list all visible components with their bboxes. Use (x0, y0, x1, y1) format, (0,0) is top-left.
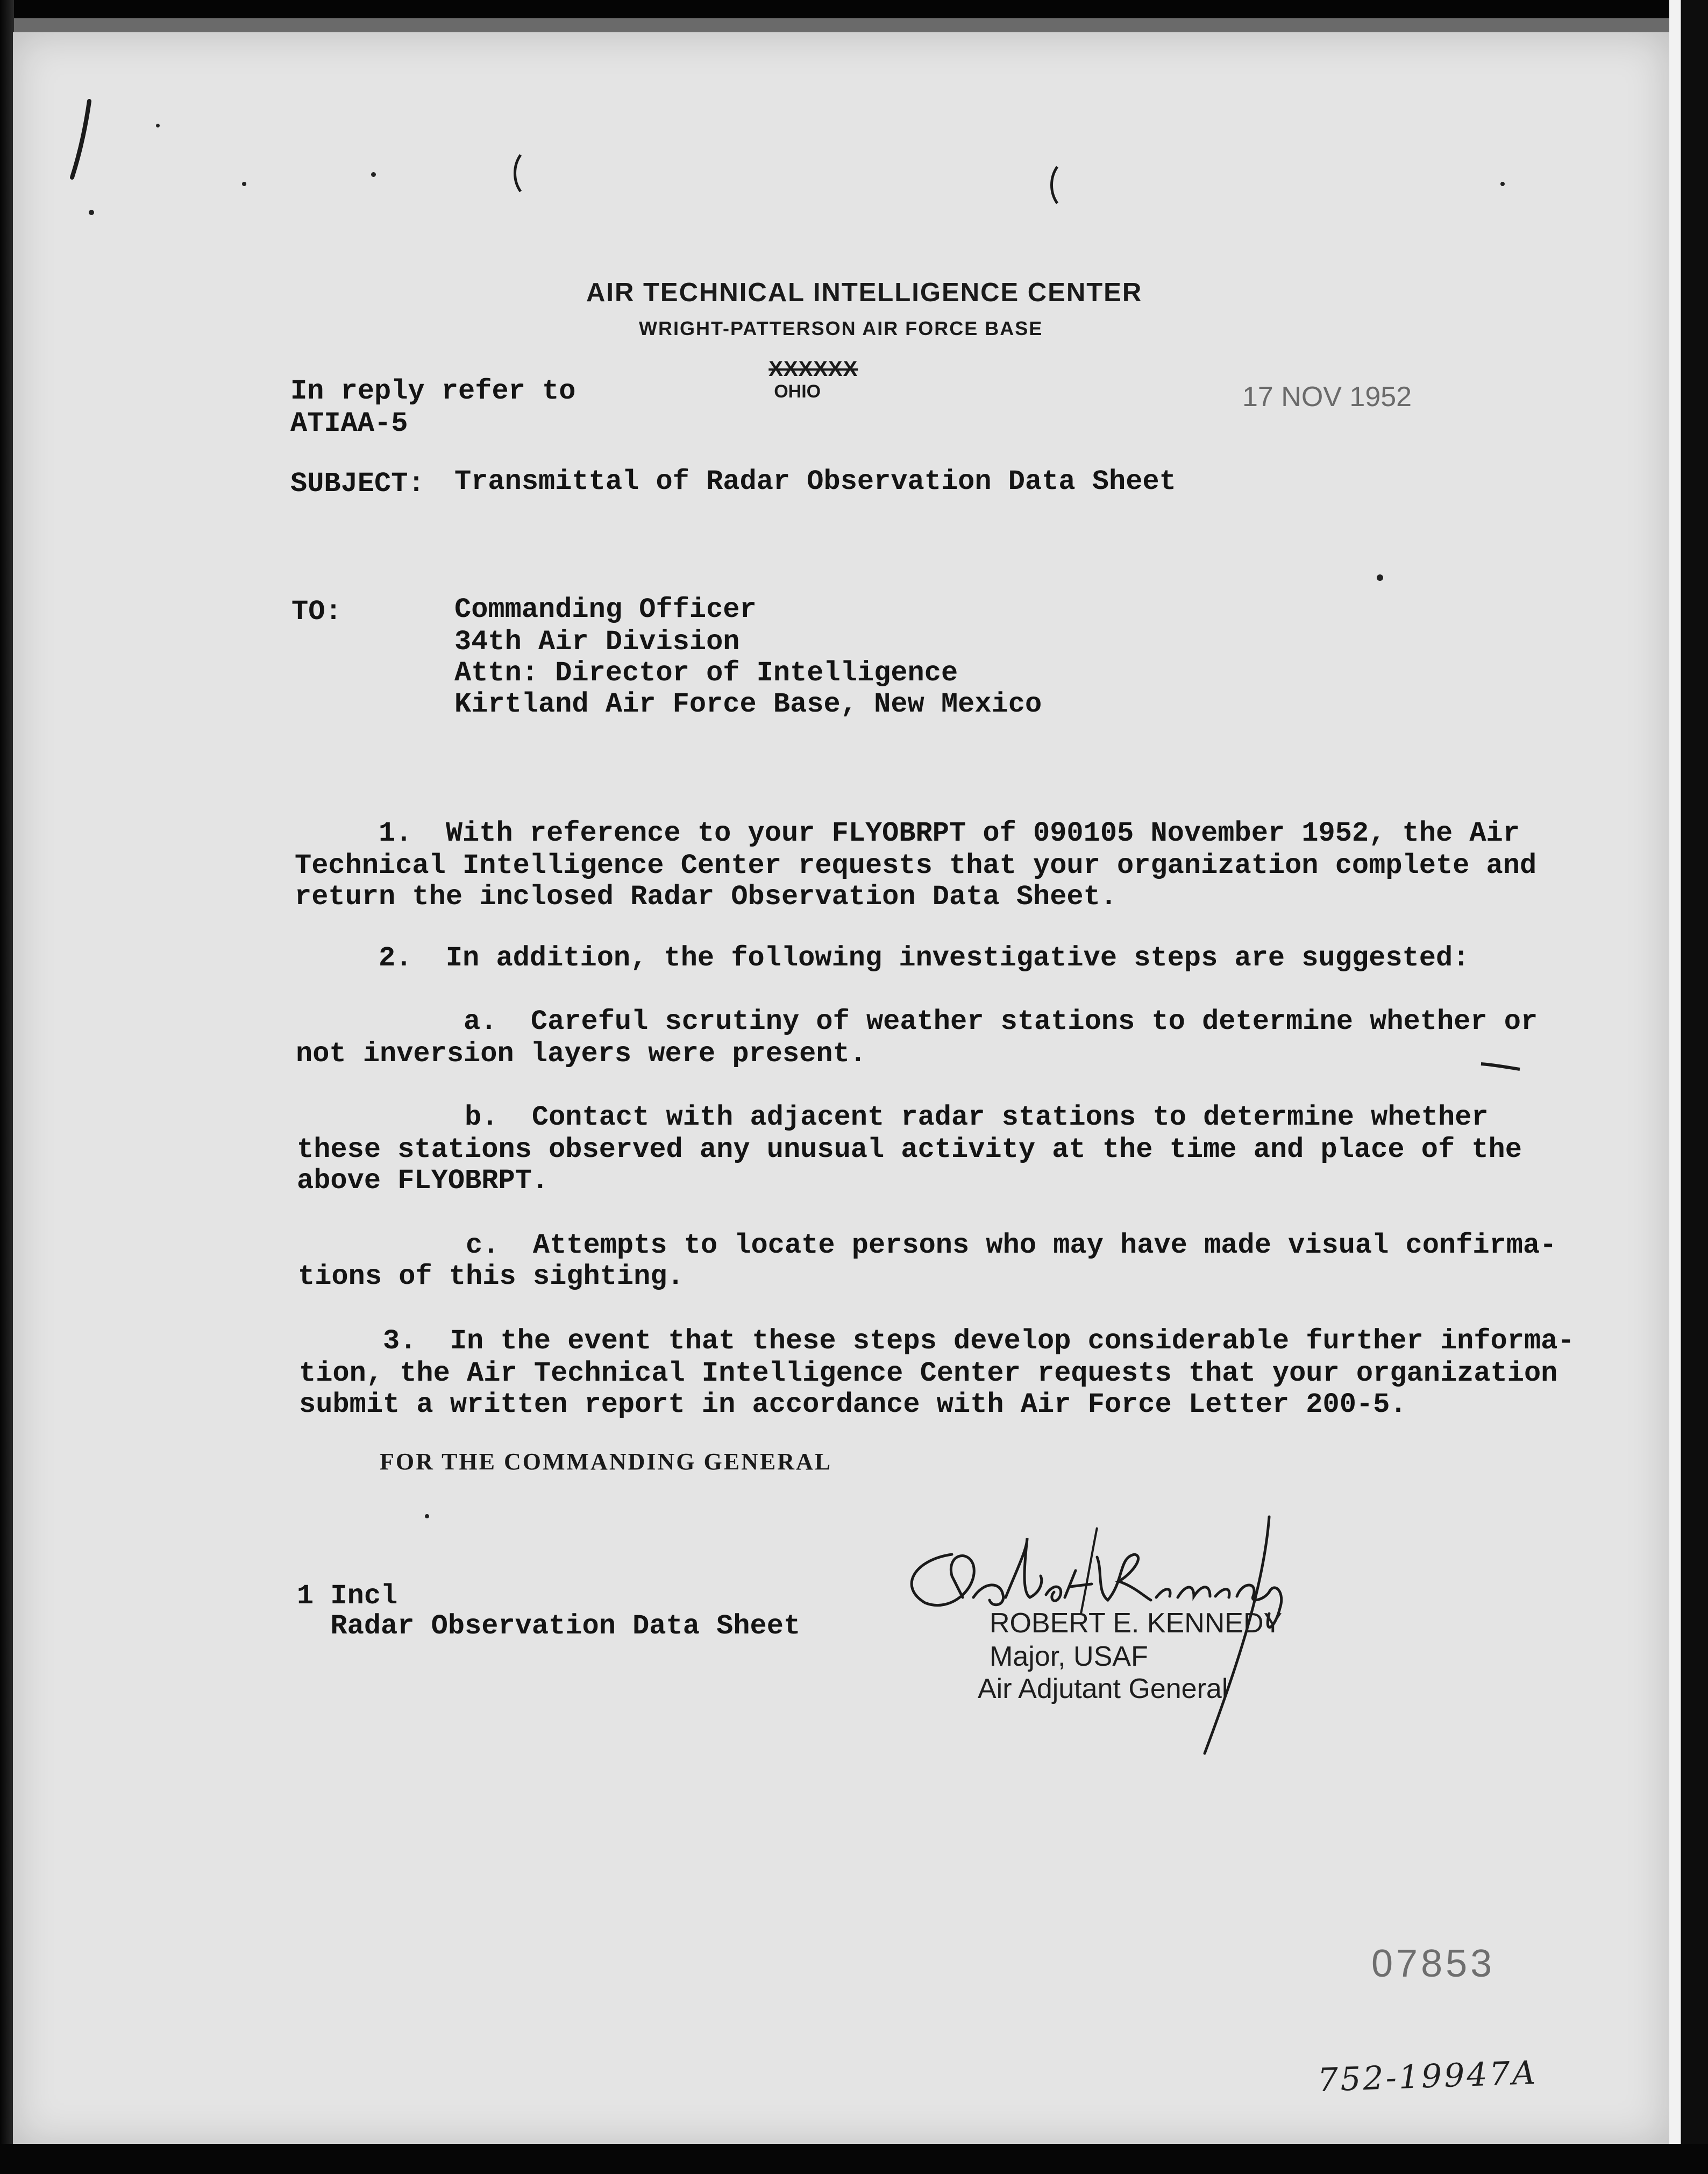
reply-symbol: ATIAA-5 (290, 408, 408, 439)
letterhead-state: OHIO (774, 381, 821, 402)
inclosure-title: Radar Observation Data Sheet (297, 1610, 801, 1642)
struck-city: XXXXXX (768, 357, 858, 381)
file-number: 07853 (1371, 1942, 1496, 1985)
scan-border-right (1669, 0, 1708, 2174)
paragraph-2-line: 2. In addition, the following investigative steps are suggested: (295, 942, 1470, 974)
letterhead-city (758, 347, 858, 402)
speck (371, 172, 376, 177)
item-a-line: a. Careful scrutiny of weather stations to determine whether or (296, 1006, 1538, 1038)
letterhead-base: WRIGHT-PATTERSON AIR FORCE BASE (639, 317, 1043, 339)
handwritten-reference: 752-19947A (1316, 2054, 1539, 2100)
item-b-line: above FLYOBRPT. (297, 1165, 549, 1197)
to-label: TO: (291, 596, 342, 628)
date-stamp: 17 NOV 1952 (1242, 381, 1412, 413)
speck (1377, 574, 1383, 581)
item-c-line: tions of this sighting. (298, 1261, 684, 1292)
paren-mark (1045, 164, 1062, 207)
signer-rank: Major, USAF (990, 1641, 1148, 1672)
item-b-line: these stations observed any unusual activity at the time and place of the (297, 1134, 1522, 1166)
subject-label: SUBJECT: (290, 468, 425, 500)
paragraph-3-line: submit a written report in accordance with Air Force Letter 200-5. (299, 1389, 1407, 1420)
paragraph-1-line: 1. With reference to your FLYOBRPT of 090105 November 1952, the Air (295, 818, 1520, 849)
paragraph-3-line: tion, the Air Technical Intelligence Center requests that your organization (299, 1358, 1558, 1389)
scan-border-left (0, 0, 14, 2174)
paragraph-1-line: Technical Intelligence Center requests that your organization complete and (295, 850, 1537, 882)
letterhead-org: AIR TECHNICAL INTELLIGENCE CENTER (586, 278, 1143, 307)
scan-border-bottom (0, 2144, 1708, 2174)
reply-line-1: In reply refer to (290, 375, 576, 407)
margin-mark (65, 97, 97, 183)
signer-name: ROBERT E. KENNEDY (990, 1608, 1283, 1639)
item-c-line: c. Attempts to locate persons who may have made visual confirma- (298, 1230, 1557, 1261)
to-line: Commanding Officer (454, 594, 757, 626)
subject-text: Transmittal of Radar Observation Data Sheet (454, 466, 1176, 498)
ink-dash (1479, 1060, 1522, 1072)
item-a-line: not inversion layers were present. (296, 1038, 866, 1070)
speck (425, 1514, 429, 1518)
speck (89, 210, 94, 215)
item-b-line: b. Contact with adjacent radar stations to determine whether (297, 1102, 1489, 1133)
paren-mark (509, 152, 525, 195)
signer-title: Air Adjutant General (978, 1673, 1228, 1704)
closing-line: FOR THE COMMANDING GENERAL (380, 1448, 832, 1475)
to-line: 34th Air Division (454, 626, 740, 658)
speck (242, 182, 246, 186)
to-line: Kirtland Air Force Base, New Mexico (454, 688, 1042, 720)
speck (156, 124, 160, 127)
inclosure-count: 1 Incl (297, 1580, 398, 1612)
speck (1500, 182, 1505, 186)
scan-border-top (0, 0, 1708, 33)
to-line: Attn: Director of Intelligence (454, 657, 958, 689)
paragraph-3-line: 3. In the event that these steps develop considerable further informa- (299, 1325, 1575, 1357)
paragraph-1-line: return the inclosed Radar Observation Data Sheet. (295, 881, 1118, 913)
